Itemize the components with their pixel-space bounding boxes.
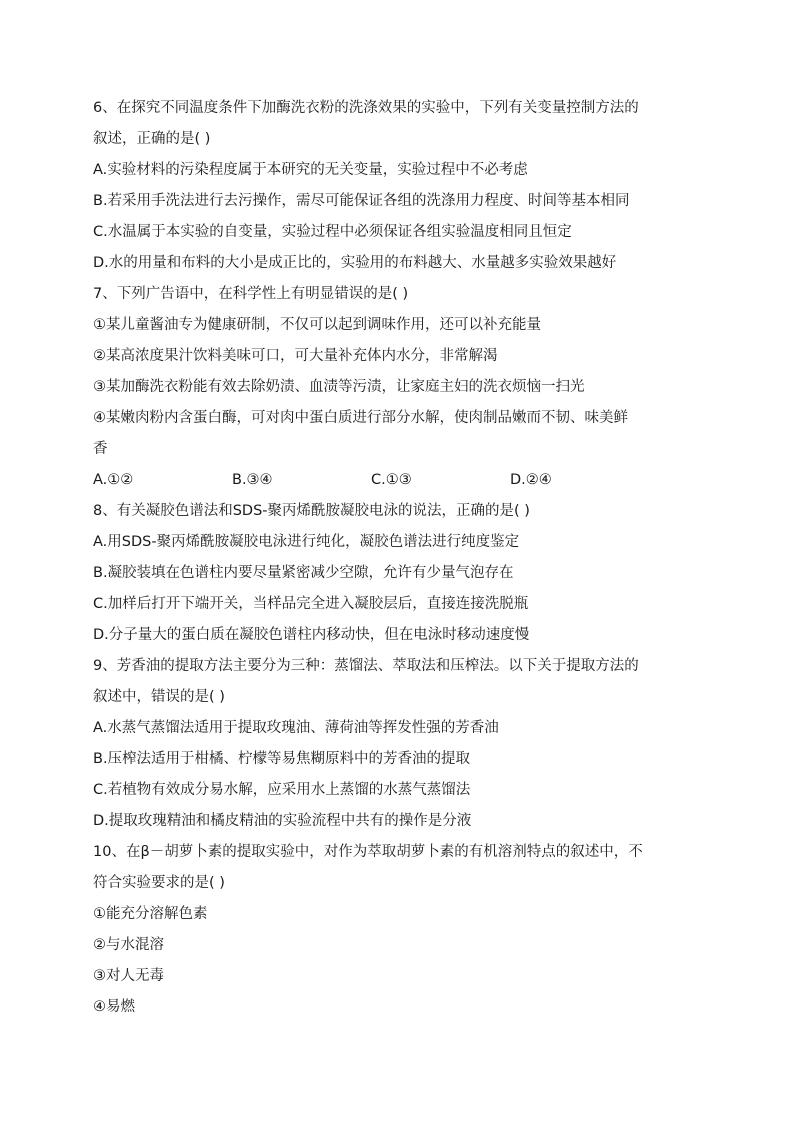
q10-statement-3: ③对人无毒 [93, 968, 164, 984]
q7-choice-d: D.②④ [510, 472, 552, 488]
q9-option-d: D.提取玫瑰精油和橘皮精油的实验流程中共有的操作是分液 [93, 813, 472, 829]
q9-option-a: A.水蒸气蒸馏法适用于提取玫瑰油、薄荷油等挥发性强的芳香油 [93, 720, 499, 736]
document-page [93, 93, 703, 1023]
q8-option-b: B.凝胶装填在色谱柱内要尽量紧密减少空隙，允许有少量气泡存在 [93, 565, 514, 581]
q10-stem-line-1: 10、在β－胡萝卜素的提取实验中，对作为萃取胡萝卜素的有机溶剂特点的叙述中，不 [93, 844, 643, 860]
q9-stem-line-1: 9、芳香油的提取方法主要分为三种：蒸馏法、萃取法和压榨法。以下关于提取方法的 [93, 658, 639, 674]
q10-stem-line-2: 符合实验要求的是( ) [93, 875, 225, 891]
q7-statement-1: ①某儿童酱油专为健康研制，不仅可以起到调味作用，还可以补充能量 [93, 317, 541, 333]
q7-statement-3: ③某加酶洗衣粉能有效去除奶渍、血渍等污渍，让家庭主妇的洗衣烦恼一扫光 [93, 379, 585, 395]
q10-statement-2: ②与水混溶 [93, 937, 164, 953]
q7-statement-4-cont: 香 [93, 441, 108, 457]
q7-choices-row [93, 465, 703, 496]
q9-option-b: B.压榨法适用于柑橘、柠檬等易焦糊原料中的芳香油的提取 [93, 751, 471, 767]
q9-stem-line-2: 叙述中，错误的是( ) [93, 689, 225, 705]
q7-statement-4: ④某嫩肉粉内含蛋白酶，可对肉中蛋白质进行部分水解，使肉制品嫩而不韧、味美鲜 [93, 410, 628, 426]
q8-option-d: D.分子量大的蛋白质在凝胶色谱柱内移动快，但在电泳时移动速度慢 [93, 627, 530, 643]
q7-stem-line-1: 7、下列广告语中，在科学性上有明显错误的是( ) [93, 286, 409, 302]
q7-statement-2: ②某高浓度果汁饮料美味可口，可大量补充体内水分，非常解渴 [93, 348, 498, 364]
q8-option-c: C.加样后打开下端开关，当样品完全进入凝胶层后，直接连接洗脱瓶 [93, 596, 529, 612]
q6-option-d: D.水的用量和布料的大小是成正比的，实验用的布料越大、水量越多实验效果越好 [93, 255, 617, 271]
q8-option-a: A.用SDS-聚丙烯酰胺凝胶电泳进行纯化，凝胶色谱法进行纯度鉴定 [93, 534, 520, 550]
q9-option-c: C.若植物有效成分易水解，应采用水上蒸馏的水蒸气蒸馏法 [93, 782, 471, 798]
q6-option-b: B.若采用手洗法进行去污操作，需尽可能保证各组的洗涤用力程度、时间等基本相同 [93, 193, 630, 209]
q6-option-a: A.实验材料的污染程度属于本研究的无关变量，实验过程中不必考虑 [93, 162, 528, 178]
q6-stem-line-1: 6、在探究不同温度条件下加酶洗衣粉的洗涤效果的实验中，下列有关变量控制方法的 [93, 100, 639, 116]
q7-choice-b: B.③④ [232, 472, 273, 488]
q10-statement-4: ④易燃 [93, 999, 135, 1015]
q7-choice-c: C.①③ [371, 472, 412, 488]
q8-stem-line-1: 8、有关凝胶色谱法和SDS-聚丙烯酰胺凝胶电泳的说法，正确的是( ) [93, 503, 530, 519]
q10-statement-1: ①能充分溶解色素 [93, 906, 208, 922]
q6-option-c: C.水温属于本实验的自变量，实验过程中必须保证各组实验温度相同且恒定 [93, 224, 572, 240]
q6-stem-line-2: 叙述，正确的是( ) [93, 131, 211, 147]
q7-choice-a: A.①② [93, 472, 134, 488]
